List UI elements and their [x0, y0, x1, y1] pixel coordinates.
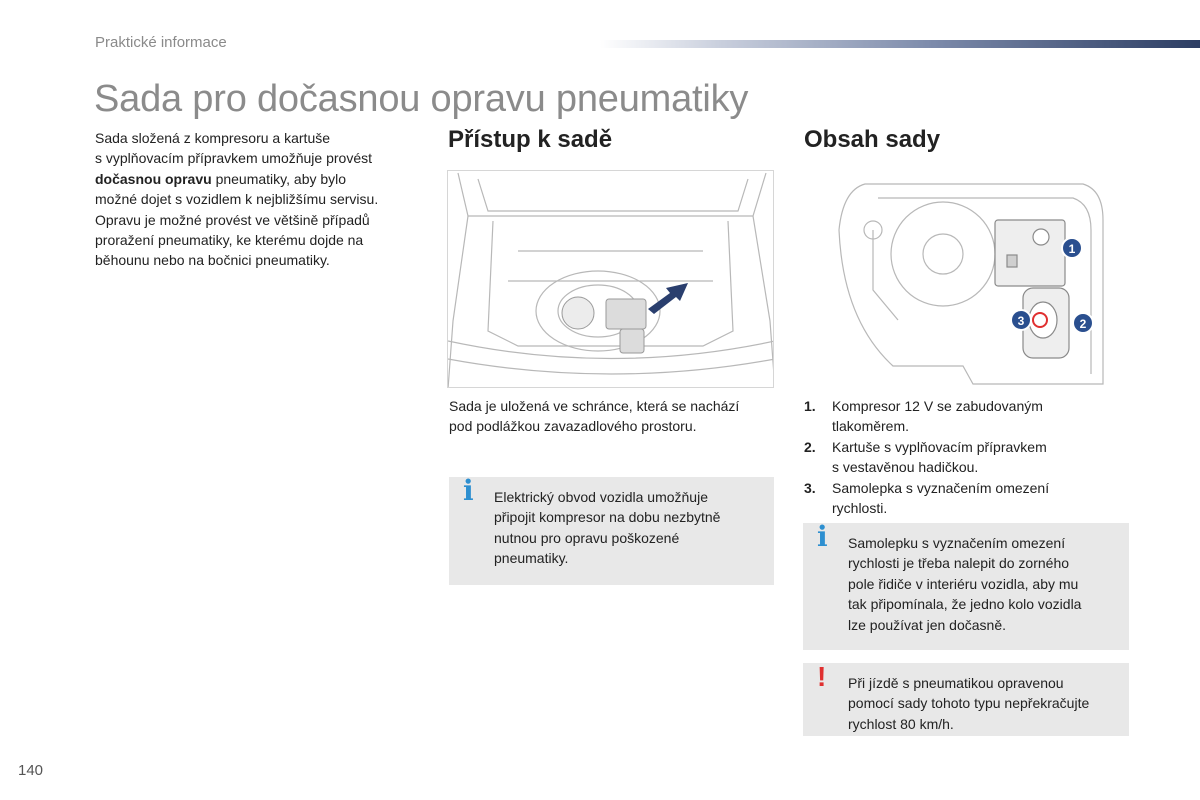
- intro-bold-term: dočasnou opravu: [95, 170, 212, 187]
- intro-line: Sada složená z kompresoru a kartuše: [95, 130, 331, 146]
- note-line: připojit kompresor na dobu nezbytně: [494, 509, 721, 526]
- warning-icon: !: [817, 661, 827, 692]
- section-label: Praktické informace: [95, 34, 227, 51]
- note-line: tak připomínala, že jedno kolo vozidla: [848, 596, 1082, 613]
- callout-2: 2: [1079, 317, 1087, 331]
- trunk-illustration: [447, 170, 774, 388]
- item-line: tlakoměrem.: [832, 418, 910, 435]
- intro-paragraph: [95, 128, 425, 271]
- info-icon: i: [817, 520, 828, 553]
- intro-line: proražení pneumatiky, ke kterému dojde na: [95, 232, 364, 249]
- note-text: [494, 487, 720, 569]
- callout-3: 3: [1017, 314, 1025, 328]
- caption-line: pod podlážkou zavazadlového prostoru.: [449, 418, 697, 435]
- intro-line: [95, 169, 425, 189]
- list-item: [804, 396, 1134, 437]
- note-line: pole řidiče v interiéru vozidla, aby mu: [848, 575, 1079, 592]
- kit-illustration: [803, 170, 1129, 388]
- intro-line: s vyplňovacím přípravkem umožňuje provést: [95, 150, 372, 167]
- header-gradient-bar: [600, 40, 1200, 48]
- contents-heading: Obsah sady: [804, 126, 941, 153]
- note-line: rychlosti je třeba nalepit do zorného: [848, 555, 1070, 572]
- info-note-compressor: [449, 474, 774, 585]
- info-note-sticker: [803, 520, 1129, 650]
- item-line: s vestavěnou hadičkou.: [832, 459, 979, 476]
- intro-line-rest: pneumatiky, aby bylo: [211, 170, 347, 187]
- item-line: rychlosti.: [832, 500, 888, 517]
- kit-contents-list: [804, 396, 1134, 518]
- warning-note-speed: [803, 663, 1129, 736]
- note-line: pneumatiky.: [494, 550, 569, 567]
- page-title: Sada pro dočasnou opravu pneumatiky: [94, 78, 749, 120]
- note-line: pomocí sady tohoto typu nepřekračujte: [848, 695, 1090, 712]
- intro-line: Opravu je možné provést ve většině případů: [95, 211, 370, 228]
- item-number: 2.: [804, 438, 816, 455]
- note-line: rychlost 80 km/h.: [848, 715, 954, 732]
- info-icon: i: [463, 474, 474, 507]
- list-item: [804, 437, 1134, 478]
- trunk-drawing: [448, 171, 774, 388]
- item-number: 1.: [804, 398, 816, 414]
- intro-line: možné dojet s vozidlem k nejbližšímu servisu.: [95, 191, 379, 208]
- caption-line: Sada je uložená ve schránce, která se nachází: [449, 398, 740, 414]
- access-heading: Přístup k sadě: [448, 126, 613, 153]
- access-caption: [449, 396, 779, 437]
- note-line: lze používat jen dočasně.: [848, 616, 1006, 633]
- list-item: [804, 478, 1134, 519]
- item-line: Kartuše s vyplňovacím přípravkem: [832, 438, 1047, 455]
- item-line: Samolepka s vyznačením omezení: [832, 479, 1050, 496]
- page-number: 140: [18, 762, 44, 779]
- note-line: Při jízdě s pneumatikou opravenou: [848, 675, 1064, 691]
- note-text: [848, 673, 1089, 734]
- item-number: 3.: [804, 479, 816, 496]
- note-text: [848, 533, 1081, 635]
- intro-line: běhounu nebo na bočnici pneumatiky.: [95, 252, 330, 269]
- note-line: nutnou pro opravu poškozené: [494, 529, 680, 546]
- callout-1: 1: [1068, 242, 1076, 256]
- note-line: Elektrický obvod vozidla umožňuje: [494, 489, 708, 505]
- item-line: Kompresor 12 V se zabudovaným: [832, 398, 1043, 414]
- note-line: Samolepku s vyznačením omezení: [848, 535, 1066, 551]
- kit-drawing: [803, 170, 1129, 388]
